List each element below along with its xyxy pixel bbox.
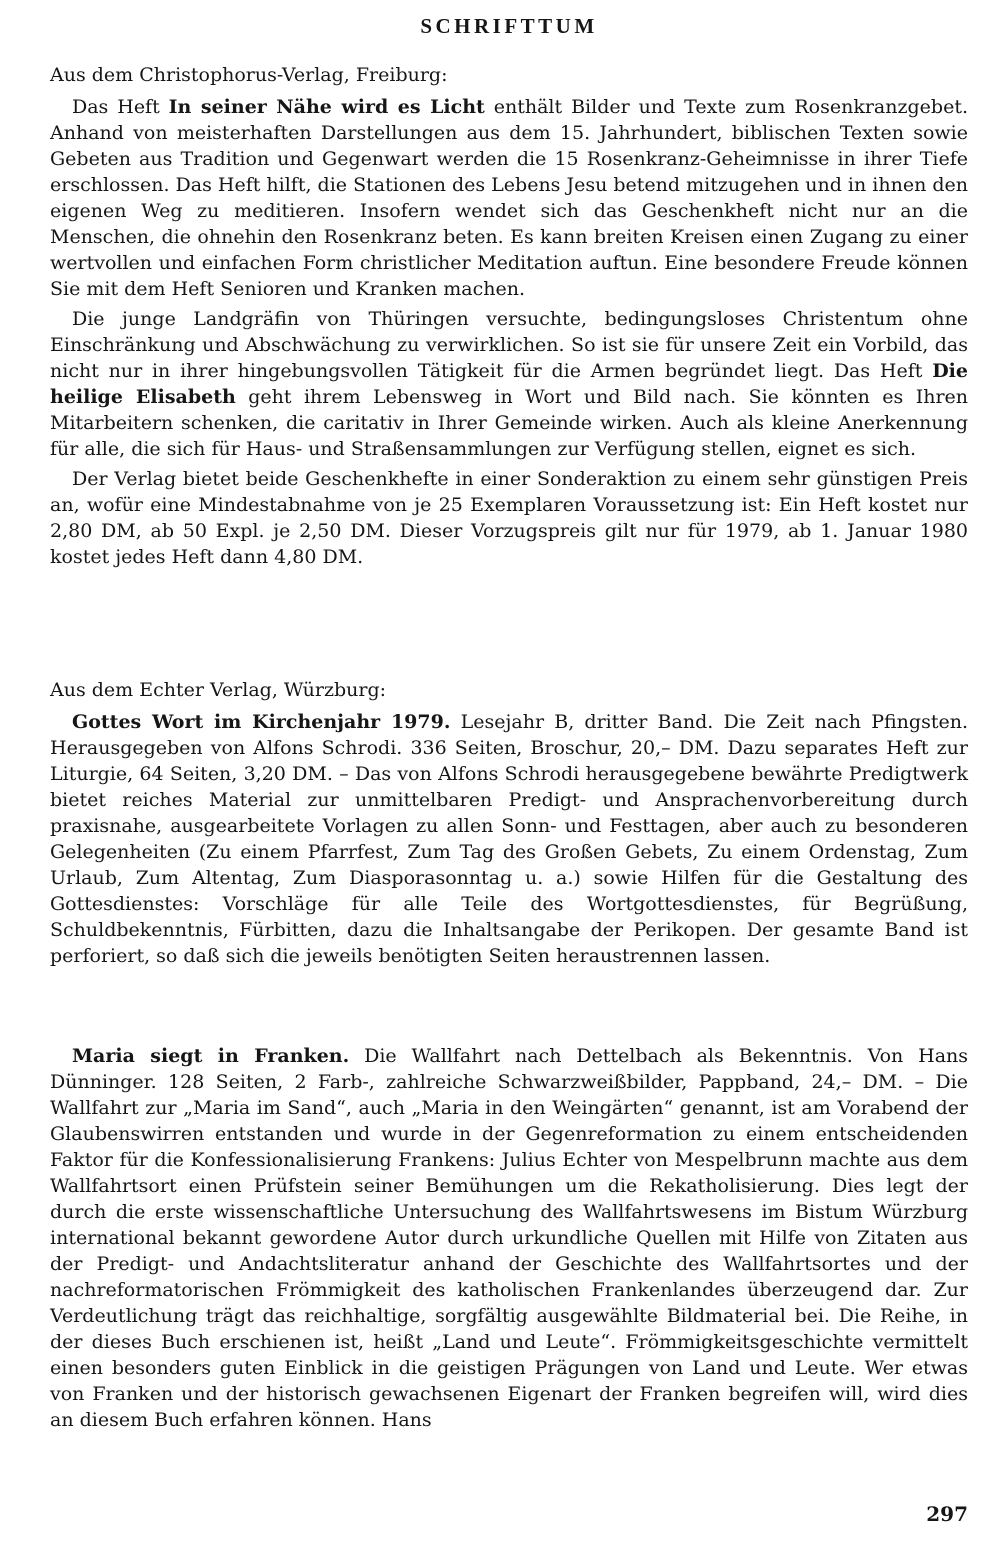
text-run: Der Verlag bietet beide Geschenkhefte in einer Sonderaktion zu einem sehr günstigen Preis an, wofür eine Mindestabnahme von je 25 Exemplaren Voraussetzung ist: Ein Heft kostet nur 2,80 DM, ab 50 Expl. je 2,50 DM. Dieser Vorzugspreis gilt nur für 1979, ab 1. Januar 1980 kostet jedes Heft dann 4,80 DM.	[50, 468, 968, 568]
publisher-heading: Aus dem Echter Verlag, Würzburg:	[50, 679, 387, 701]
section-echter-verlag	[50, 677, 968, 973]
text-run: Das Heft	[72, 96, 169, 118]
text-run: Die Wallfahrt nach Dettelbach als Bekenntnis. Von Hans Dünninger. 128 Seiten, 2 Farb-, zahlreiche Schwarzweißbilder, Pappband, 24,– DM. – Die Wallfahrt zur „Maria im Sand“, auch „Maria in den Weingärten“ genannt, ist am Vorabend der Glaubenswirren entstanden und wurde in der Gegenreformation zu einem entscheidenden Faktor für die Konfessionalisierung Frankens: Julius Echter von Mespelbrunn machte aus dem Wallfahrtsort einen Prüfstein seiner Bemühungen um die Rekatholisierung. Dies legt der durch die erste wissenschaftliche Untersuchung des Wallfahrtswesens im Bistum Würzburg international bekannt gewordene Autor durch urkundliche Quellen mit Hilfe von Zitaten aus der Predigt- und Andachtsliteratur anhand der Geschichte des Wallfahrtsortes und der nachreformatorischen Frömmigkeit des katholischen Frankenlandes überzeugend dar. Zur Verdeutlichung trägt das reichhaltige, sorgfältig ausgewählte Bildmaterial bei. Die Reihe, in der dieses Buch erschienen ist, heißt „Land und Leute“. Frömmigkeitsgeschichte vermittelt einen besonders guten Einblick in die geistigen Prägungen von Land und Leute. Wer etwas von Franken und der historisch gewachsenen Eigenart der Franken begreifen will, wird dies an diesem Buch erfahren können. Hans	[50, 1045, 969, 1431]
paragraph-maria-siegt	[50, 1043, 968, 1433]
text-run: enthält Bilder und Texte zum Rosenkranzgebet. Anhand von meisterhaften Darstellungen aus dem 15. Jahrhundert, biblischen Texten sowie Gebeten aus Tradition und Gegenwart werden die 15 Rosenkranz-Geheimnisse in ihrer Tiefe erschlossen. Das Heft hilft, die Stationen des Lebens Jesu betend mitzugehen und in ihnen den eigenen Weg zu meditieren. Insofern wendet sich das Geschenkheft nicht nur an die Menschen, die ohnehin den Rosenkranz beten. Es kann breiten Kreisen einen Zugang zu einer wertvollen und einfachen Form christlicher Meditation auftun. Eine besondere Freude können Sie mit dem Heft Senioren und Kranken machen.	[50, 96, 968, 300]
page-number: 297	[926, 1502, 968, 1526]
paragraph-elisabeth	[50, 306, 968, 462]
section-maria-siegt	[50, 1043, 968, 1437]
text-run: Die junge Landgräfin von Thüringen versuchte, bedingungsloses Christentum ohne Einschränkung und Abschwächung zu verwirklichen. So ist sie für unsere Zeit ein Vorbild, das nicht nur in ihrer hingebungsvollen Tätigkeit für die Armen begründet liegt. Das Heft	[50, 308, 968, 382]
paragraph-gottes-wort	[50, 709, 968, 969]
section-christophorus-verlag	[50, 62, 968, 574]
text-run: geht ihrem Lebensweg in Wort und Bild nach. Sie könnten es Ihren Mitarbeitern schenken, die caritativ in Ihrer Gemeinde wirken. Auch als kleine Anerkennung für alle, die sich für Haus- und Straßensammlungen zur Verfügung stellen, eignet es sich.	[50, 386, 969, 460]
page-title: SCHRIFTTUM	[420, 14, 598, 38]
publisher-heading: Aus dem Christophorus-Verlag, Freiburg:	[50, 64, 448, 86]
text-run: Lesejahr B, dritter Band. Die Zeit nach Pfingsten. Herausgegeben von Alfons Schrodi. 336 Seiten, Broschur, 20,– DM. Dazu separates Heft zur Liturgie, 64 Seiten, 3,20 DM. – Das von Alfons Schrodi herausgegebene bewährte Predigtwerk bietet reiches Material zur unmittelbaren Predigt- und Ansprachenvorbereitung durch praxisnahe, ausgearbeitete Vorlagen zu allen Sonn- und Festtagen, aber auch zu besonderen Gelegenheiten (Zu einem Pfarrfest, Zum Tag des Großen Gebets, Zu einem Ordenstag, Zum Urlaub, Zum Altentag, Zum Diasporasonntag u. a.) sowie Hilfen für die Gestaltung des Gottesdienstes: Vorschläge für alle Teile des Wortgottesdienstes, für Begrüßung, Schuldbekenntnis, Fürbitten, dazu die Inhaltsangabe der Perikopen. Der gesamte Band ist perforiert, so daß sich die jeweils benötigten Seiten heraustrennen lassen.	[50, 711, 968, 967]
book-title: Gottes Wort im Kirchenjahr 1979.	[72, 711, 451, 733]
paragraph-sonderaktion	[50, 466, 968, 570]
book-title: Maria siegt in Franken.	[72, 1045, 350, 1067]
book-title: In seiner Nähe wird es Licht	[168, 96, 485, 118]
book-title: Die heilige Elisabeth	[50, 360, 968, 408]
paragraph-rosenkranz	[50, 94, 968, 302]
